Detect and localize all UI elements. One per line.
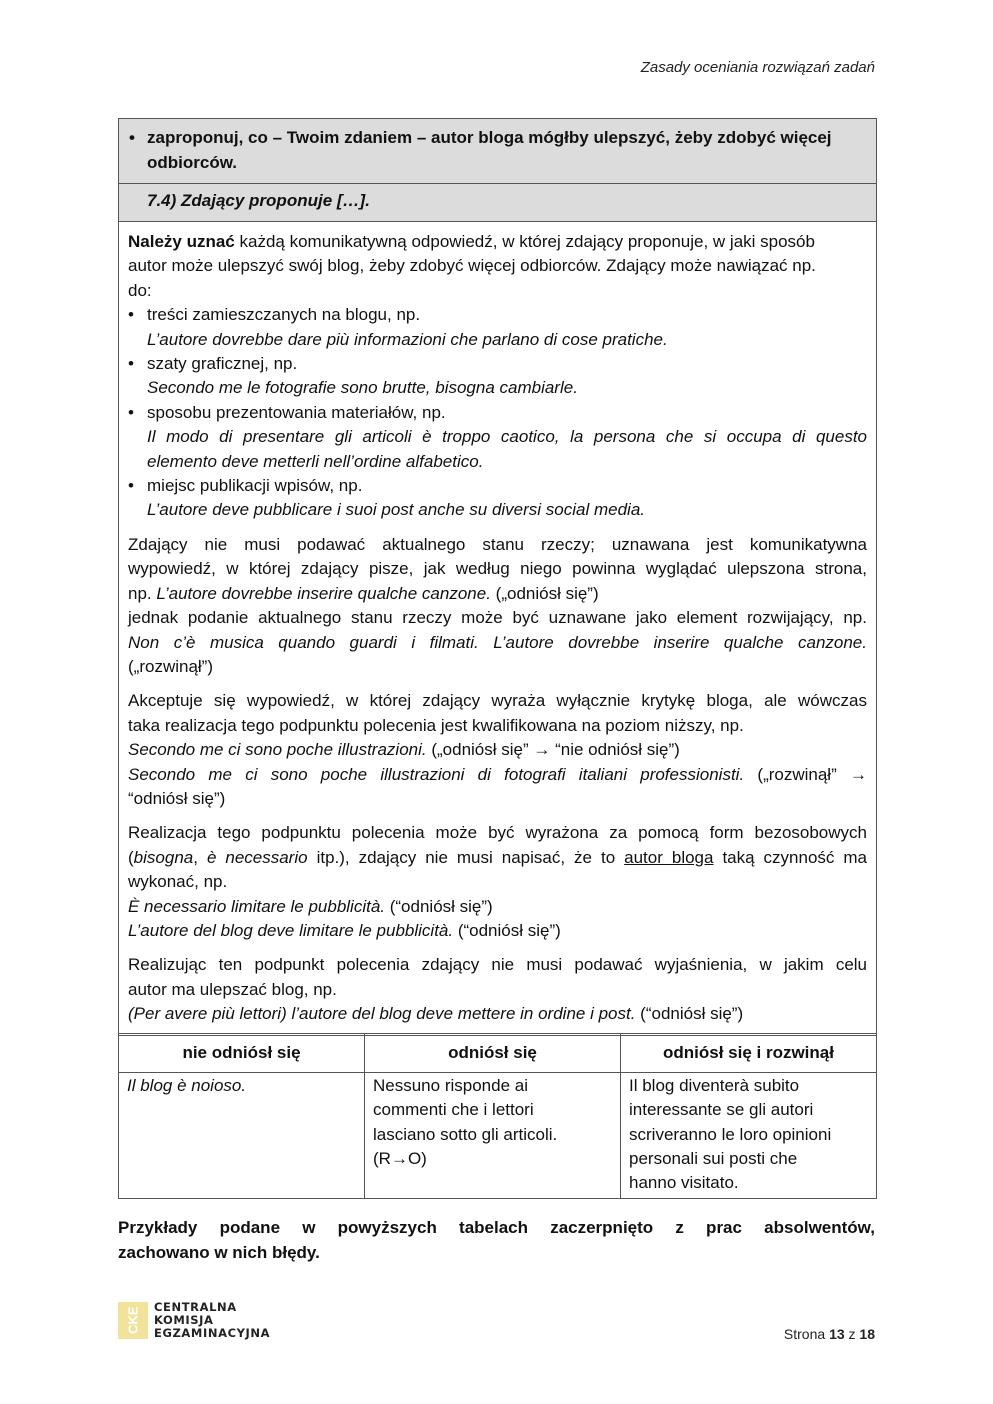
task-bullet <box>119 119 876 184</box>
page-number: Strona 13 z 18 <box>783 1326 875 1342</box>
examples-note: Przykłady podane w powyższych tabelach zaczerpnięto z prac absolwentów, zachowano w nich błędy. <box>118 1218 875 1262</box>
criteria-box <box>118 118 877 1036</box>
paragraph-criticism: Akceptuje się wypowiedź, w której zdający wyraża wyłącznie krytykę bloga, ale wówczas taka realizacja tego podpunktu polecenia jest kwalifikowana na poziom niższy, np. Secondo me ci sono poche illustrazioni. („odniósł się” → “nie odniósł się”) Secondo me ci sono poche illustrazioni di fotografi italiani professionisti. („rozwinął” → “odniósł się”) <box>128 691 867 808</box>
page-header: Zasady oceniania rozwiązań zadań <box>640 59 875 76</box>
intro-bold: Należy uznać <box>128 232 235 251</box>
list-item: • sposobu prezentowania materiałów, np. Il modo di presentare gli articoli è troppo caotico, la persona che si occupa di questo elemento deve metterli nell’ordine alfabetico. <box>128 402 867 471</box>
table-header: odniósł się i rozwinął <box>621 1034 877 1073</box>
table-cell: Il blog è noioso. <box>119 1073 365 1199</box>
bullet-icon: • <box>129 128 135 147</box>
cke-logo <box>118 1301 270 1340</box>
paragraph-impersonal-forms: Realizacja tego podpunktu polecenia może być wyrażona za pomocą form bezosobowych (bisogna, è necessario itp.), zdający nie musi napisać, że to autor bloga taką czynność ma wykonać, np. È necessario limitare le pubblicità. (“odniósł się”) L’autore del blog deve limitare le pubblicità. (“odniósł się”) <box>128 823 868 940</box>
cke-logo-icon: CKE <box>118 1302 148 1339</box>
criteria-list <box>128 303 867 523</box>
intro-paragraph: Należy uznać każdą komunikatywną odpowiedź, w której zdający proponuje, w jaki sposób autor może ulepszyć swój blog, żeby zdobyć więcej odbiorców. Zdający może nawiązać np. do: <box>128 232 816 300</box>
task-subheader: 7.4) Zdający proponuje […]. <box>119 184 876 222</box>
table-cell: Il blog diventerà subito interessante se gli autori scriveranno le loro opinioni personali sui posti che hanno visitato. <box>621 1073 877 1199</box>
table-row <box>119 1073 877 1199</box>
bullet-icon: • <box>128 476 134 496</box>
examples-table <box>118 1033 877 1199</box>
criteria-content <box>119 222 876 1035</box>
list-item: • miejsc publikacji wpisów, np. L’autore deve pubblicare i suoi post anche su diversi social media. <box>128 476 646 520</box>
table-header: odniósł się <box>365 1034 621 1073</box>
paragraph-current-state: Zdający nie musi podawać aktualnego stanu rzeczy; uznawana jest komunikatywna wypowiedź, w której zdający pisze, jak według niego powinna wyglądać ulepszona strona, np. L’autore dovrebbe inserire qualche canzone. („odniósł się”) jednak podanie aktualnego stanu rzeczy może być uznawane jako element rozwijający, np. Non c’è musica quando guardi i filmati. L’autore dovrebbe inserire qualche canzone. („rozwinął”) <box>128 534 867 676</box>
bullet-icon: • <box>128 305 134 325</box>
list-item: • treści zamieszczanych na blogu, np. L’autore dovrebbe dare più informazioni che parlano di cose pratiche. <box>128 305 668 349</box>
bullet-icon: • <box>128 402 134 422</box>
table-cell: Nessuno risponde ai commenti che i lettori lasciano sotto gli articoli. (R→O) <box>365 1073 621 1199</box>
task-text: zaproponuj, co – Twoim zdaniem – autor bloga mógłby ulepszyć, żeby zdobyć więcej odbiorców. <box>147 128 832 172</box>
table-header: nie odniósł się <box>119 1034 365 1073</box>
table-header-row <box>119 1034 877 1073</box>
list-item: • szaty graficznej, np. Secondo me le fotografie sono brutte, bisogna cambiarle. <box>128 354 578 398</box>
cke-logo-text: CENTRALNA KOMISJA EGZAMINACYJNA <box>154 1300 271 1340</box>
paragraph-explanation: Realizując ten podpunkt polecenia zdający nie musi podawać wyjaśnienia, w jakim celu autor ma ulepszać blog, np. (Per avere più lettori) l’autore del blog deve mettere in ordine i post. (“odniósł się”) <box>128 955 867 1024</box>
bullet-icon: • <box>128 354 134 374</box>
